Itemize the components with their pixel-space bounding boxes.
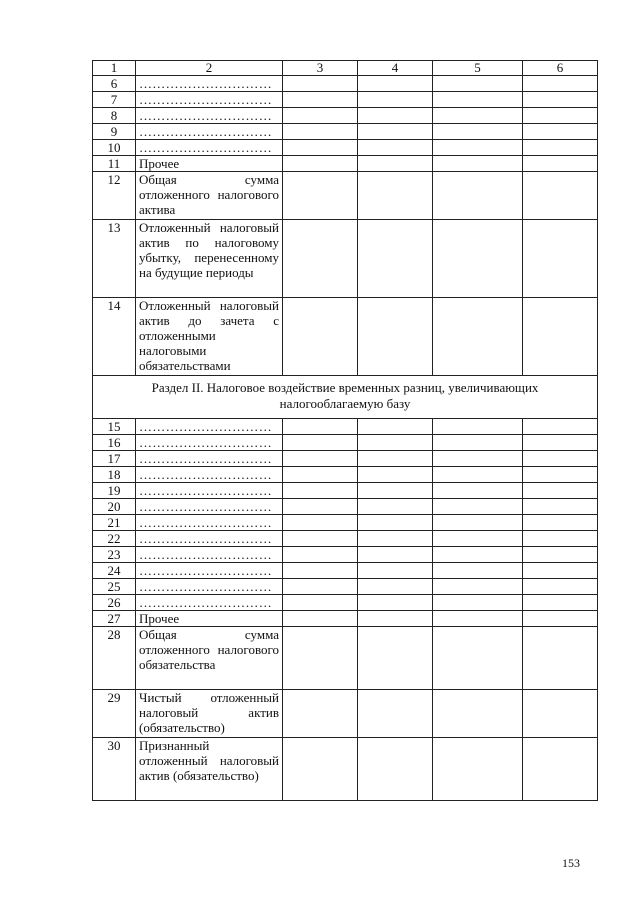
row-label: Признанный отложенный налоговый актив (обязательство) <box>136 738 283 801</box>
table-row <box>93 451 598 467</box>
value-cell[interactable] <box>523 108 598 124</box>
value-cell[interactable] <box>433 627 523 690</box>
value-cell[interactable] <box>283 451 358 467</box>
row-label: ………………………… <box>136 451 283 467</box>
value-cell[interactable] <box>358 579 433 595</box>
table-row <box>93 124 598 140</box>
table-row <box>93 483 598 499</box>
row-number: 9 <box>93 124 136 140</box>
row-label: ………………………… <box>136 563 283 579</box>
value-cell[interactable] <box>523 435 598 451</box>
row-label: ………………………… <box>136 124 283 140</box>
value-cell[interactable] <box>283 547 358 563</box>
value-cell[interactable] <box>433 499 523 515</box>
value-cell[interactable] <box>283 738 358 801</box>
value-cell[interactable] <box>358 627 433 690</box>
value-cell[interactable] <box>283 595 358 611</box>
value-cell[interactable] <box>433 515 523 531</box>
row-label: ………………………… <box>136 595 283 611</box>
row-label: ………………………… <box>136 92 283 108</box>
value-cell[interactable] <box>358 531 433 547</box>
value-cell[interactable] <box>433 419 523 435</box>
table-body <box>93 61 598 801</box>
value-cell[interactable] <box>523 690 598 738</box>
header-cell: 1 <box>93 61 136 76</box>
row-number: 17 <box>93 451 136 467</box>
table-row <box>93 108 598 124</box>
value-cell[interactable] <box>433 124 523 140</box>
value-cell[interactable] <box>358 611 433 627</box>
row-number: 13 <box>93 220 136 298</box>
header-cell: 3 <box>283 61 358 76</box>
row-number: 11 <box>93 156 136 172</box>
table-row <box>93 547 598 563</box>
header-row <box>93 61 598 76</box>
value-cell[interactable] <box>523 419 598 435</box>
row-number: 15 <box>93 419 136 435</box>
value-cell[interactable] <box>283 435 358 451</box>
header-cell: 5 <box>433 61 523 76</box>
table-row <box>93 76 598 92</box>
table-row <box>93 298 598 376</box>
table-row <box>93 467 598 483</box>
table-row <box>93 435 598 451</box>
value-cell[interactable] <box>433 156 523 172</box>
value-cell[interactable] <box>283 611 358 627</box>
value-cell[interactable] <box>358 499 433 515</box>
row-label: Отложенный налоговый актив до зачета с отложенными налоговыми обязательствами <box>136 298 283 376</box>
section-header-row <box>93 376 598 419</box>
row-number: 26 <box>93 595 136 611</box>
value-cell[interactable] <box>283 156 358 172</box>
value-cell[interactable] <box>283 515 358 531</box>
value-cell[interactable] <box>433 76 523 92</box>
value-cell[interactable] <box>358 547 433 563</box>
value-cell[interactable] <box>433 298 523 376</box>
value-cell[interactable] <box>523 467 598 483</box>
value-cell[interactable] <box>283 690 358 738</box>
value-cell[interactable] <box>523 92 598 108</box>
header-cell: 2 <box>136 61 283 76</box>
value-cell[interactable] <box>433 172 523 220</box>
value-cell[interactable] <box>283 579 358 595</box>
value-cell[interactable] <box>433 611 523 627</box>
row-number: 18 <box>93 467 136 483</box>
value-cell[interactable] <box>358 92 433 108</box>
value-cell[interactable] <box>523 547 598 563</box>
value-cell[interactable] <box>283 172 358 220</box>
value-cell[interactable] <box>523 627 598 690</box>
row-number: 12 <box>93 172 136 220</box>
value-cell[interactable] <box>433 451 523 467</box>
value-cell[interactable] <box>433 108 523 124</box>
row-label: Чистый отложенный налоговый актив (обязательство) <box>136 690 283 738</box>
value-cell[interactable] <box>523 563 598 579</box>
value-cell[interactable] <box>283 220 358 298</box>
row-label: ………………………… <box>136 483 283 499</box>
row-label: ………………………… <box>136 467 283 483</box>
value-cell[interactable] <box>523 515 598 531</box>
table-row <box>93 172 598 220</box>
value-cell[interactable] <box>523 220 598 298</box>
value-cell[interactable] <box>433 92 523 108</box>
row-label: Прочее <box>136 611 283 627</box>
value-cell[interactable] <box>283 124 358 140</box>
table-row <box>93 156 598 172</box>
value-cell[interactable] <box>358 76 433 92</box>
value-cell[interactable] <box>358 515 433 531</box>
row-number: 16 <box>93 435 136 451</box>
value-cell[interactable] <box>523 124 598 140</box>
value-cell[interactable] <box>523 156 598 172</box>
value-cell[interactable] <box>433 435 523 451</box>
value-cell[interactable] <box>358 467 433 483</box>
row-number: 27 <box>93 611 136 627</box>
value-cell[interactable] <box>283 108 358 124</box>
row-label: ………………………… <box>136 579 283 595</box>
row-number: 25 <box>93 579 136 595</box>
table-row <box>93 515 598 531</box>
value-cell[interactable] <box>523 451 598 467</box>
value-cell[interactable] <box>433 563 523 579</box>
table-row <box>93 220 598 298</box>
value-cell[interactable] <box>523 172 598 220</box>
value-cell[interactable] <box>433 690 523 738</box>
value-cell[interactable] <box>433 531 523 547</box>
value-cell[interactable] <box>358 435 433 451</box>
value-cell[interactable] <box>523 738 598 801</box>
value-cell[interactable] <box>433 738 523 801</box>
value-cell[interactable] <box>433 220 523 298</box>
row-number: 21 <box>93 515 136 531</box>
value-cell[interactable] <box>358 298 433 376</box>
table-row <box>93 419 598 435</box>
row-number: 20 <box>93 499 136 515</box>
value-cell[interactable] <box>523 611 598 627</box>
value-cell[interactable] <box>433 483 523 499</box>
value-cell[interactable] <box>358 419 433 435</box>
table-row <box>93 738 598 801</box>
row-number: 10 <box>93 140 136 156</box>
value-cell[interactable] <box>523 483 598 499</box>
value-cell[interactable] <box>283 467 358 483</box>
value-cell[interactable] <box>283 419 358 435</box>
value-cell[interactable] <box>283 499 358 515</box>
row-number: 19 <box>93 483 136 499</box>
value-cell[interactable] <box>358 451 433 467</box>
value-cell[interactable] <box>283 92 358 108</box>
row-number: 6 <box>93 76 136 92</box>
row-number: 7 <box>93 92 136 108</box>
value-cell[interactable] <box>523 140 598 156</box>
table-row <box>93 611 598 627</box>
table-row <box>93 690 598 738</box>
row-label: Общая сумма отложенного налогового актива <box>136 172 283 220</box>
value-cell[interactable] <box>283 483 358 499</box>
row-label: ………………………… <box>136 515 283 531</box>
table-row <box>93 627 598 690</box>
row-number: 24 <box>93 563 136 579</box>
value-cell[interactable] <box>283 298 358 376</box>
section-title: Раздел II. Налоговое воздействие временных разниц, увеличивающих налогооблагаемую базу <box>93 376 598 419</box>
value-cell[interactable] <box>358 595 433 611</box>
row-number: 22 <box>93 531 136 547</box>
row-label: ………………………… <box>136 531 283 547</box>
value-cell[interactable] <box>283 76 358 92</box>
table-row <box>93 92 598 108</box>
value-cell[interactable] <box>358 563 433 579</box>
value-cell[interactable] <box>358 738 433 801</box>
value-cell[interactable] <box>433 467 523 483</box>
row-label: ………………………… <box>136 499 283 515</box>
table-row <box>93 140 598 156</box>
value-cell[interactable] <box>283 140 358 156</box>
row-number: 29 <box>93 690 136 738</box>
row-number: 23 <box>93 547 136 563</box>
value-cell[interactable] <box>523 579 598 595</box>
value-cell[interactable] <box>358 483 433 499</box>
row-label: Прочее <box>136 156 283 172</box>
page-number: 153 <box>562 856 580 870</box>
header-cell: 6 <box>523 61 598 76</box>
value-cell[interactable] <box>523 298 598 376</box>
table-row <box>93 499 598 515</box>
value-cell[interactable] <box>433 579 523 595</box>
value-cell[interactable] <box>283 563 358 579</box>
value-cell[interactable] <box>523 499 598 515</box>
row-label: ………………………… <box>136 108 283 124</box>
tax-table <box>92 60 598 801</box>
value-cell[interactable] <box>358 156 433 172</box>
row-label: ………………………… <box>136 435 283 451</box>
value-cell[interactable] <box>433 595 523 611</box>
row-label: ………………………… <box>136 76 283 92</box>
value-cell[interactable] <box>283 627 358 690</box>
row-label: ………………………… <box>136 419 283 435</box>
value-cell[interactable] <box>358 140 433 156</box>
value-cell[interactable] <box>433 140 523 156</box>
value-cell[interactable] <box>283 531 358 547</box>
table-row <box>93 563 598 579</box>
value-cell[interactable] <box>358 108 433 124</box>
row-number: 14 <box>93 298 136 376</box>
row-label: ………………………… <box>136 547 283 563</box>
row-label: Общая сумма отложенного налогового обязательства <box>136 627 283 690</box>
table-row <box>93 579 598 595</box>
value-cell[interactable] <box>358 220 433 298</box>
row-label: ………………………… <box>136 140 283 156</box>
value-cell[interactable] <box>433 547 523 563</box>
value-cell[interactable] <box>523 595 598 611</box>
value-cell[interactable] <box>523 76 598 92</box>
value-cell[interactable] <box>358 124 433 140</box>
row-number: 30 <box>93 738 136 801</box>
header-cell: 4 <box>358 61 433 76</box>
row-number: 8 <box>93 108 136 124</box>
value-cell[interactable] <box>358 690 433 738</box>
row-label: Отложенный налоговый актив по налоговому убытку, перенесенному на будущие периоды <box>136 220 283 298</box>
table-row <box>93 531 598 547</box>
table-row <box>93 595 598 611</box>
row-number: 28 <box>93 627 136 690</box>
value-cell[interactable] <box>358 172 433 220</box>
value-cell[interactable] <box>523 531 598 547</box>
